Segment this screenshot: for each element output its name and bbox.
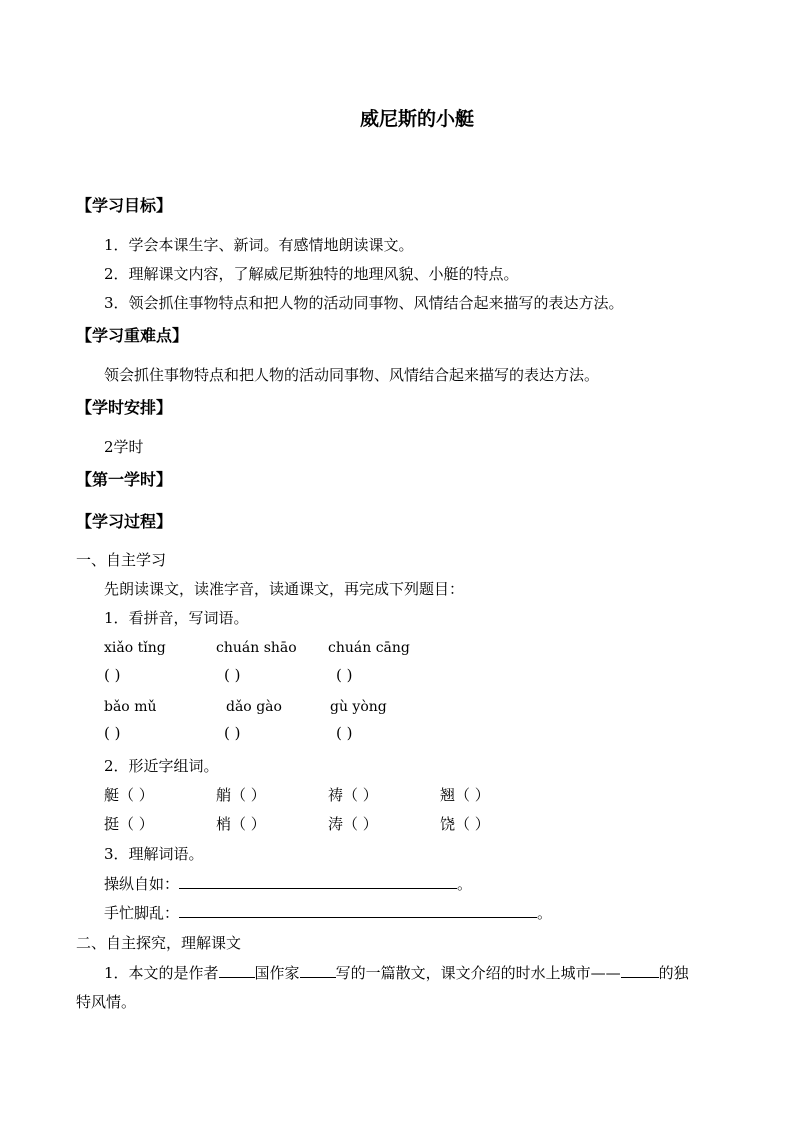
char-group-qiao[interactable]: 翘（ ） <box>440 786 490 804</box>
char-group-rao[interactable]: 饶（ ） <box>440 815 490 833</box>
term-caozongziru: 操纵自如： <box>104 875 180 893</box>
heading-first-period: 【第一学时】 <box>76 470 173 489</box>
pinyin-chuancang: chuán cāng <box>328 640 410 656</box>
term-shoumangjiaoluan: 手忙脚乱： <box>104 904 180 922</box>
part2-title: 二、自主探究，理解课文 <box>76 934 242 952</box>
pinyin-baomu: bǎo mǔ <box>104 699 157 715</box>
blank-city[interactable] <box>621 963 659 978</box>
pinyin-xiaoting: xiǎo tǐng <box>104 640 166 656</box>
answer-blank-3[interactable]: ( ) <box>336 666 353 684</box>
char-group-dao[interactable]: 祷（ ） <box>328 786 378 804</box>
pinyin-daogao: dǎo gào <box>226 699 282 715</box>
heading-process: 【学习过程】 <box>76 512 173 531</box>
answer-blank-2[interactable]: ( ) <box>224 666 241 684</box>
blank-country-writer[interactable] <box>300 963 336 978</box>
q1-text-b: 国作家 <box>254 964 300 982</box>
char-group-ting[interactable]: 艇（ ） <box>104 786 154 804</box>
goal-item-1: 1．学会本课生字、新词。有感情地朗读课文。 <box>104 236 414 254</box>
key-points-text: 领会抓住事物特点和把人物的活动同事物、风情结合起来描写的表达方法。 <box>104 366 600 384</box>
q1-text-d: 的独 <box>658 964 689 982</box>
term-period-1: 。 <box>457 875 473 893</box>
heading-schedule: 【学时安排】 <box>76 398 173 417</box>
term-answer-line-2[interactable] <box>179 903 537 918</box>
blank-author[interactable] <box>219 963 255 978</box>
goal-item-3: 3．领会抓住事物特点和把人物的活动同事物、风情结合起来描写的表达方法。 <box>104 294 624 312</box>
part1-title: 一、自主学习 <box>76 551 167 569</box>
char-group-ting2[interactable]: 挺（ ） <box>104 815 154 833</box>
q1-title: 1．看拼音，写词语。 <box>104 609 249 627</box>
pinyin-chuanshao: chuán shāo <box>216 640 297 656</box>
char-group-shao2[interactable]: 梢（ ） <box>216 815 266 833</box>
schedule-text: 2学时 <box>104 438 144 456</box>
term-answer-line-1[interactable] <box>179 874 457 889</box>
answer-blank-6[interactable]: ( ) <box>336 724 353 742</box>
answer-blank-5[interactable]: ( ) <box>224 724 241 742</box>
char-group-shao[interactable]: 艄（ ） <box>216 786 266 804</box>
q1-text-c: 写的一篇散文，课文介绍的时水上城市—— <box>335 964 621 982</box>
pinyin-guyong: gù yòng <box>330 699 387 715</box>
answer-blank-4[interactable]: ( ) <box>104 724 121 742</box>
term-row-1 <box>104 873 472 894</box>
page-title: 威尼斯的小艇 <box>359 108 474 130</box>
term-row-2 <box>104 902 552 923</box>
heading-key-points: 【学习重难点】 <box>76 326 189 345</box>
part2-q1-line1 <box>104 962 689 983</box>
q3-title: 3．理解词语。 <box>104 845 204 863</box>
heading-learning-goals: 【学习目标】 <box>76 196 173 215</box>
answer-blank-1[interactable]: ( ) <box>104 666 121 684</box>
term-period-2: 。 <box>537 904 553 922</box>
char-group-tao[interactable]: 涛（ ） <box>328 815 378 833</box>
q2-title: 2．形近字组词。 <box>104 757 219 775</box>
part1-intro: 先朗读课文，读准字音，读通课文，再完成下列题目： <box>104 580 465 598</box>
q1-text-a: 1．本文的是作者 <box>104 964 219 982</box>
part2-q1-line2: 特风情。 <box>76 993 137 1011</box>
goal-item-2: 2．理解课文内容，了解威尼斯独特的地理风貌、小艇的特点。 <box>104 265 519 283</box>
